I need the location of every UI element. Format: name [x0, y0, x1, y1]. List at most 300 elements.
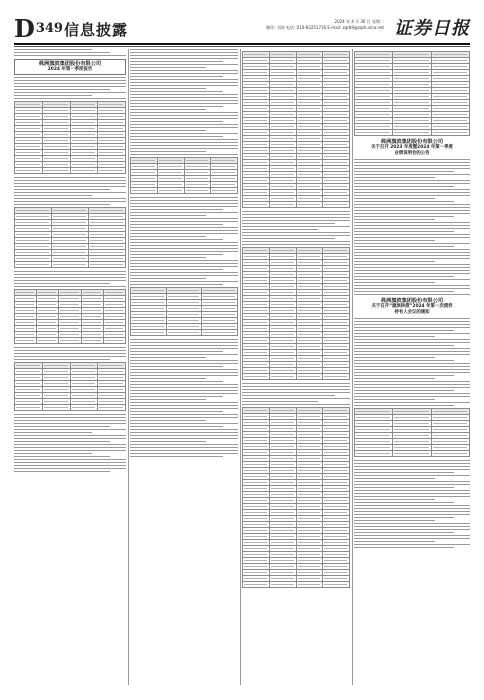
text-line: [354, 348, 470, 349]
text-line: [354, 541, 435, 542]
text-line: [354, 345, 454, 346]
text-line: [130, 136, 223, 137]
text-line: [14, 417, 126, 418]
text-line: [14, 423, 126, 424]
text-line: [354, 405, 454, 406]
text-line: [242, 232, 350, 233]
text-line: [14, 180, 126, 181]
text-line: [354, 225, 470, 226]
text-line: [130, 438, 238, 439]
text-line: [354, 472, 454, 473]
text-line: [354, 387, 470, 388]
text-line: [14, 98, 126, 99]
financial-table: [242, 51, 350, 208]
text-line: [354, 372, 470, 373]
text-line: [354, 285, 470, 286]
text-line: [354, 258, 470, 259]
text-line: [130, 215, 206, 216]
text-line: [130, 393, 238, 394]
table-row: [15, 405, 126, 411]
table-row: [131, 330, 238, 336]
text-block: [354, 159, 470, 295]
text-line: [14, 177, 126, 178]
text-line: [14, 356, 126, 357]
table-cell: [37, 338, 59, 344]
text-line: [130, 221, 238, 222]
financial-table: [242, 247, 350, 380]
text-line: [242, 395, 335, 396]
text-line: [14, 438, 126, 439]
text-block: [354, 318, 470, 406]
text-line: [130, 251, 238, 252]
text-line: [354, 526, 470, 527]
text-line: [354, 276, 454, 277]
table-cell: [393, 130, 431, 136]
text-line: [242, 226, 350, 227]
table-cell: [393, 451, 431, 457]
text-block: [14, 177, 126, 205]
text-line: [130, 417, 238, 418]
paper-logo: 证券日报: [394, 18, 470, 39]
table-cell: [243, 202, 270, 208]
text-line: [354, 499, 435, 500]
text-line: [242, 404, 350, 405]
text-line: [130, 435, 238, 436]
text-line: [130, 209, 223, 210]
text-line: [354, 204, 470, 205]
text-line: [130, 115, 238, 116]
table-cell: [98, 168, 126, 174]
text-line: [130, 82, 238, 83]
text-line: [130, 124, 238, 125]
section-title: 信息披露: [64, 21, 129, 39]
text-line: [354, 375, 454, 376]
text-line: [354, 201, 454, 202]
text-line: [242, 217, 350, 218]
text-line: [354, 460, 470, 461]
text-line: [130, 408, 238, 409]
table-cell: [211, 188, 238, 194]
text-line: [354, 466, 470, 467]
text-line: [130, 381, 223, 382]
text-line: [14, 353, 126, 354]
text-line: [130, 375, 238, 376]
text-line: [130, 399, 206, 400]
table-cell: [431, 130, 469, 136]
text-line: [354, 544, 470, 545]
financial-table: [130, 287, 238, 336]
text-line: [130, 76, 223, 77]
text-line: [242, 244, 350, 245]
table-cell: [269, 202, 296, 208]
text-line: [354, 369, 470, 370]
text-line: [130, 378, 206, 379]
text-line: [354, 222, 470, 223]
text-line: [354, 240, 435, 241]
table-cell: [131, 330, 167, 336]
text-block: [14, 414, 126, 472]
text-line: [130, 151, 206, 152]
table-cell: [81, 338, 103, 344]
text-line: [354, 520, 435, 521]
financial-table: [14, 362, 126, 411]
text-line: [130, 218, 238, 219]
text-line: [130, 248, 238, 249]
text-line: [130, 142, 238, 143]
text-line: [130, 269, 223, 270]
text-line: [14, 195, 92, 196]
table-cell: [166, 330, 202, 336]
text-line: [14, 441, 110, 442]
text-line: [354, 219, 435, 220]
text-line: [130, 396, 223, 397]
text-line: [130, 281, 238, 282]
table-cell: [98, 405, 126, 411]
notice-heading: [14, 59, 126, 75]
text-line: [130, 106, 223, 107]
text-line: [130, 97, 238, 98]
text-line: [354, 198, 435, 199]
text-line: [130, 121, 223, 122]
text-line: [242, 398, 350, 399]
text-line: [14, 444, 126, 445]
text-line: [354, 264, 470, 265]
text-line: [354, 246, 454, 247]
column-1: [14, 49, 126, 685]
text-line: [130, 91, 223, 92]
text-line: [14, 432, 92, 433]
text-line: [354, 484, 470, 485]
text-line: [354, 357, 435, 358]
table-cell: [355, 130, 393, 136]
text-line: [14, 198, 126, 199]
table-cell: [243, 374, 270, 380]
text-line: [354, 165, 470, 166]
text-line: [130, 405, 238, 406]
text-line: [130, 453, 238, 454]
text-line: [130, 366, 223, 367]
text-line: [354, 517, 454, 518]
text-line: [242, 392, 350, 393]
text-line: [354, 189, 470, 190]
text-line: [130, 369, 238, 370]
text-line: [130, 432, 238, 433]
table-cell: [59, 338, 81, 344]
text-line: [130, 233, 238, 234]
notice-heading: [354, 298, 470, 316]
text-line: [130, 351, 223, 352]
text-line: [242, 214, 350, 215]
text-line: [242, 401, 318, 402]
text-line: [354, 360, 454, 361]
text-line: [130, 456, 223, 457]
text-block: [242, 383, 350, 405]
text-line: [130, 242, 238, 243]
notice-heading: [354, 139, 470, 157]
table-cell: [42, 405, 70, 411]
text-line: [354, 381, 470, 382]
notice-subject: 2024 年第一季度报告: [47, 67, 93, 72]
text-line: [242, 223, 335, 224]
notice-subject: 持有人会议的通知: [394, 310, 430, 315]
text-line: [130, 85, 238, 86]
text-line: [130, 197, 238, 198]
text-line: [354, 174, 470, 175]
financial-table: [130, 157, 238, 194]
table-cell: [70, 168, 98, 174]
text-line: [14, 420, 126, 421]
text-line: [14, 447, 126, 448]
table-cell: [52, 262, 89, 268]
text-line: [130, 118, 238, 119]
text-line: [354, 366, 470, 367]
text-line: [354, 532, 454, 533]
masthead-rule-thin: [14, 46, 470, 47]
text-line: [354, 186, 454, 187]
masthead-meta: [204, 19, 384, 31]
text-line: [14, 347, 126, 348]
table-cell: [15, 405, 43, 411]
text-line: [14, 283, 110, 284]
text-line: [14, 189, 110, 190]
text-line: [242, 383, 350, 384]
text-line: [14, 204, 110, 205]
text-line: [354, 339, 470, 340]
text-line: [14, 274, 126, 275]
text-line: [354, 267, 470, 268]
text-line: [354, 282, 435, 283]
text-line: [130, 127, 238, 128]
text-line: [130, 103, 238, 104]
text-line: [354, 511, 470, 512]
text-line: [14, 92, 126, 93]
text-line: [354, 529, 470, 530]
table-row: [15, 338, 126, 344]
notice-company: 株洲旗滨集团股份有限公司: [380, 298, 444, 304]
text-line: [354, 210, 470, 211]
financial-table: [354, 408, 470, 457]
text-line: [130, 441, 206, 442]
column-divider: [352, 49, 353, 685]
text-line: [130, 357, 206, 358]
text-line: [130, 423, 238, 424]
text-line: [14, 414, 126, 415]
text-line: [130, 272, 238, 273]
text-line: [354, 496, 470, 497]
text-line: [130, 230, 238, 231]
text-line: [354, 363, 470, 364]
text-line: [130, 345, 238, 346]
text-line: [14, 462, 126, 463]
notice-subject: 关于召开 2023 年度暨2024 年第一季度: [371, 145, 453, 150]
text-line: [130, 339, 238, 340]
table-cell: [323, 202, 350, 208]
text-line: [14, 183, 126, 184]
table-cell: [15, 168, 43, 174]
text-line: [14, 95, 92, 96]
text-line: [130, 447, 238, 448]
text-line: [14, 468, 126, 469]
text-line: [14, 429, 126, 430]
text-line: [354, 243, 470, 244]
masthead: [14, 16, 470, 42]
table-cell: [89, 262, 126, 268]
text-line: [354, 171, 454, 172]
text-line: [130, 245, 238, 246]
text-line: [130, 224, 223, 225]
text-line: [354, 183, 470, 184]
text-line: [130, 145, 238, 146]
page-number-digits: 349: [35, 21, 63, 36]
text-line: [130, 139, 238, 140]
text-line: [130, 70, 238, 71]
table-cell: [103, 338, 125, 344]
text-line: [130, 266, 238, 267]
text-line: [354, 505, 470, 506]
text-line: [130, 100, 238, 101]
text-line: [354, 255, 470, 256]
text-line: [354, 291, 454, 292]
column-divider: [128, 49, 129, 685]
text-block: [130, 197, 238, 285]
text-line: [354, 336, 435, 337]
text-line: [130, 444, 238, 445]
text-line: [130, 411, 223, 412]
text-line: [130, 79, 238, 80]
text-line: [130, 227, 238, 228]
column-3: [242, 49, 350, 685]
text-line: [130, 429, 238, 430]
table-cell: [70, 405, 98, 411]
text-line: [354, 333, 470, 334]
text-line: [354, 213, 470, 214]
text-line: [130, 200, 238, 201]
text-line: [14, 277, 126, 278]
page-letter: D: [14, 14, 35, 43]
text-line: [354, 162, 470, 163]
text-line: [130, 236, 206, 237]
text-line: [130, 206, 238, 207]
text-line: [242, 235, 350, 236]
text-line: [130, 88, 206, 89]
text-line: [14, 83, 126, 84]
text-line: [14, 426, 110, 427]
text-line: [354, 180, 470, 181]
text-line: [354, 237, 470, 238]
text-line: [14, 435, 126, 436]
text-line: [130, 212, 238, 213]
notice-company: 株洲旗滨集团股份有限公司: [38, 61, 102, 67]
text-line: [14, 271, 126, 272]
text-block: [130, 339, 238, 457]
financial-table: [14, 207, 126, 268]
text-line: [354, 396, 470, 397]
text-line: [14, 77, 126, 78]
text-line: [242, 389, 350, 390]
table-row: [15, 262, 126, 268]
text-line: [130, 257, 206, 258]
table-row: [243, 202, 350, 208]
text-line: [130, 109, 206, 110]
text-line: [354, 475, 470, 476]
text-line: [130, 387, 238, 388]
text-line: [354, 514, 470, 515]
text-line: [354, 294, 470, 295]
text-line: [354, 207, 470, 208]
text-block: [354, 460, 470, 548]
text-line: [130, 239, 223, 240]
text-line: [354, 384, 470, 385]
page-number: [14, 16, 63, 42]
text-block: [242, 211, 350, 245]
financial-table: [14, 289, 126, 344]
notice-subject: 业绩说明会的公告: [394, 151, 430, 156]
text-line: [14, 280, 126, 281]
text-line: [354, 393, 470, 394]
table-cell: [323, 374, 350, 380]
text-line: [354, 342, 470, 343]
text-line: [14, 201, 126, 202]
table-cell: [323, 582, 350, 588]
text-line: [354, 490, 470, 491]
text-line: [354, 538, 470, 539]
text-line: [354, 481, 470, 482]
text-line: [354, 249, 470, 250]
text-line: [14, 80, 126, 81]
text-line: [14, 359, 110, 360]
table-row: [355, 451, 470, 457]
table-cell: [296, 202, 323, 208]
table-cell: [296, 582, 323, 588]
table-cell: [243, 582, 270, 588]
notice-company: 株洲旗滨集团股份有限公司: [380, 139, 444, 145]
contact-line: 制作: 刘涛 电话: 010-83251716 E-mail: zqrb9@zqrb.sina.net: [266, 25, 384, 30]
text-line: [14, 450, 126, 451]
text-line: [130, 64, 238, 65]
text-line: [242, 211, 350, 212]
text-line: [14, 471, 110, 472]
text-line: [354, 487, 454, 488]
text-line: [354, 321, 470, 322]
text-line: [130, 52, 238, 53]
text-line: [354, 502, 454, 503]
text-line: [130, 263, 238, 264]
table-cell: [131, 188, 158, 194]
table-cell: [157, 188, 184, 194]
text-line: [130, 67, 206, 68]
column-divider: [240, 49, 241, 685]
text-line: [354, 261, 435, 262]
text-line: [354, 231, 454, 232]
text-line: [14, 453, 92, 454]
table-row: [15, 168, 126, 174]
text-line: [354, 270, 470, 271]
text-line: [130, 61, 223, 62]
text-line: [130, 112, 238, 113]
text-line: [354, 177, 435, 178]
text-line: [130, 254, 223, 255]
text-line: [354, 547, 454, 548]
text-line: [354, 478, 435, 479]
text-line: [130, 426, 223, 427]
text-line: [130, 154, 238, 155]
text-line: [130, 342, 238, 343]
text-line: [354, 279, 470, 280]
text-line: [130, 384, 238, 385]
text-line: [130, 58, 238, 59]
text-line: [354, 390, 454, 391]
table-cell: [355, 451, 393, 457]
